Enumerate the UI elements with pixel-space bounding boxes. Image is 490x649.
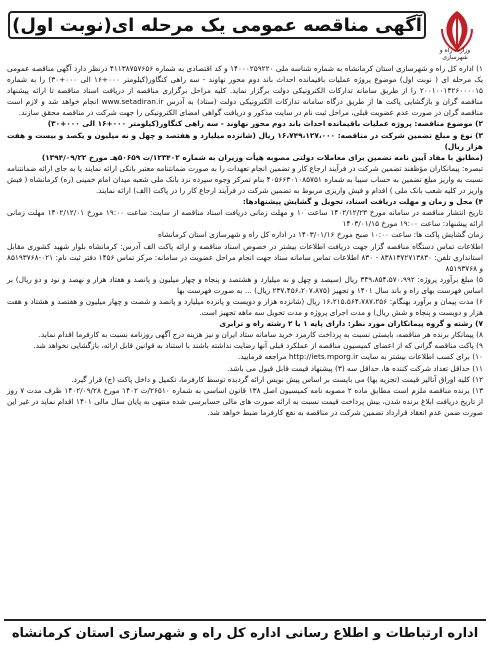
clause-3-regulation: (مطابق با مفاد آیین نامه تضمین برای معاملات دولتی مصوبه هیأت وزیران به شماره ۱۲۳۴۰۲/ت ۵۰۶۵۹هـ مورخ ۱۳۹۴/۰۹/۲۲) <box>41 152 483 162</box>
title-bar <box>8 11 426 39</box>
clause-8: ۸) پیمانکار برنده هر مناقصه، بایستی نسبت به پرداخت کارمزد خرید سامانه ستاد ایران و نیز هزینه درج آگهی روزنامه نسبت به کارفرما اقدام نماید. <box>38 330 483 340</box>
clause-6: ۶) مدت پیمان و برآورد بهنگام: ۱۶،۲۱۵،۵۶۴،۷۸۷،۲۵۶ ریال (شانزده هزار و دویست و پانزده میلیارد و پانصد و شصت و چهار میلیون و هفتصد و هشتاد و هفت هزار و دویست و پنجاه و شش ریال) و مدت اجرای پروژه و مدت تحویل سه ماهه تجهیز است. <box>7 296 483 318</box>
clause-3: ۳) نوع و مبلغ تضمین شرکت در مناقصه: ۱۶،۷۴۹،۱۲۷،۰۰۰ ریال (شانزده میلیارد و هفتصد و چهل و نه میلیون و یکصد و بیست و هفت هزار ریال) <box>7 130 483 151</box>
clause-2: ۲) موضوع مناقصه: پروژه عملیات باقیمانده احداث باند دوم محور نهاوند - سه راهی کنگاور(کیلومتر ۰۰۰+۱۶ الی ۰۰۰+۳۰) <box>47 119 483 129</box>
clause-3-note: تبصره: پیمانکاران مؤظفند تضمین شرکت در فرآیند ارجاع کار و تضمین انجام تعهدات را به صورت ضمانتنامه معتبر بانکی ارائه نمایند یا به جای ارائه ضمانتنامه نسبت به واریز مبلغ تضمین به حساب سیبا به شماره ۴۰۵۶۶۳۰۱۰۸۵۷۵۱ بنام تمرکز وجوه سپرده نزد بانک ملی شعبه میدان امام خمینی (ره) کرمانشاه ( فیش واریز در کلیه شعب بانک ملی ) اقدام و فیش واریزی مربوط به تضمین شرکت در فرآیند ارجاع کار را در پاکت (الف) ارائه نمایند. <box>7 163 483 196</box>
clause-10: ۱۰) برای کسب اطلاعات بیشتر به سایت http://iets.mporg.ir مراجعه فرمایید. <box>237 352 483 362</box>
footer-text: اداره ارتباطات و اطلاع رسانی اداره کل راه و شهرسازی استان کرمانشاه <box>11 625 479 641</box>
clause-5: ۵) مبلغ برآورد پروژه: ۳۴۹،۸۵۴،۵۷۰،۹۹۲ ریال (سیصد و چهل و نه میلیارد و هشتصد و پنجاه و چهار میلیون و پانصد و هفتاد هزار و نهصد و نود و دو ریال) بر اساس فهرست بهای راه و باند سال ۱۴۰۱ و تجهیز (۲۳۷،۴۵۶،۲۰۷،۸۷۵ ریال) ... به صورت فهرست بها <box>7 274 483 295</box>
header <box>4 3 486 63</box>
page-title: آگهی مناقصه عمومی یک مرحله ای(نوبت اول) <box>12 14 422 36</box>
clause-11: ۱۱) حداقل تعداد شرکت کننده ها، حداقل سه (۳) پیشنهاد قیمت قابل قبول می باشد. <box>226 363 483 373</box>
notice-body <box>4 63 486 418</box>
footer <box>4 619 486 645</box>
clause-4-heading: ۴) محل و زمان و مهلت دریافت اسناد، تحویل و گشایش پیشنهادها: <box>242 197 483 207</box>
clause-13: ۱۳) برنده مناقصه ملزم است مطابق ماده ۲ مصوبه نامه کمیسیون اصل ۱۳۸ قانون اساسی به شماره ۲۶۵۱۰/ت ۱۴۰۲ مورخ ۱۴۰۲/۰۹/۲۸ ظرف مدت ۷ روز از تاریخ دریافت ابلاغ برنده شدن، بیش پرداخت قیمت نسبت به ارائه صورت های مالی حسابرسی شده منتهی به پایان سال مالی ۱۴۰۱ اقدام نماید در غیر این صورت ضمن عدم انعقاد قرارداد تضمین شرکت در مناقصه به نفع کارفرما ضبط خواهد شد. <box>7 385 484 417</box>
clause-7: ۷) رشته و گروه پیمانکاران مورد نظر: دارای پایه ۱ یا ۲ رشته راه و ترابری <box>219 319 483 329</box>
clause-9: ۹) پاکت مناقصه گرانی که از اعضای کمیسیون مناقصه از عملکرد قبلی آنها رضایت نداشته باشند با استناد به قوانین قابل ارائه، بازگشایی نخواهد شد. <box>33 341 483 351</box>
clause-1: ۱) اداره کل راه و شهرسازی استان کرمانشاه به شماره شناسه ملی ۱۴۰۰۰۲۵۹۲۲۰ و کد اقتصادی به شماره ۴۱۱۳۸۷۵۷۶۵۶ درنظر دارد آگهی مناقصه عمومی یک مرحله ای ( نوبت اول) موضوع پروژه عملیات باقیمانده احداث باند دوم محور نهاوند - سه راهی کنگاور(کیلومتر ۰۰۰+۱۶ الی ۰۰۰+۳۰) را به شماره ۲۰۰۱۰۰۱۴۲۶۰۰۰۰۱۵ را از طریق سامانه تدارکات الکترونیکی دولت برگزار نماید. کلیه مراحل برگزاری مناقصه از دریافت اسناد مناقصه تا ارائه پیشنهاد مناقصه گران و بازگشایی پاکت ها از طریق درگاه سامانه تدارکات الکترونیکی دولت (ستاد) به آدرس www.setadiran.ir انجام خواهد شد و لازم است مناقصه گران در صورت عدم عضویت قبلی، مراحل ثبت نام در سایت مذکور و دریافت گواهی امضای الکترونیکی را جهت شرکت در مناقصه محقق سازند. <box>7 64 484 118</box>
clause-12: ۱۲) کلیه اوراق آنالیز قیمت (تجزیه بها) می بایست بر اساس پیش نویس ارائه گردیده توسط کارفرما، تکمیل و داخل پاکت (ج) قرار گیرد. <box>71 374 483 384</box>
clause-4-dates: تاریخ انتشار مناقصه در سامانه مورخ ۱۴۰۲/۱۲/۲۳ ساعت ۱۰ و مهلت زمانی دریافت اسناد مناقصه از سایت: ساعت ۱۹:۰۰ مورخ ۱۴۰۲/۱۲/۰۱ مهلت زمانی ارائه پیشنهاد: ساعت ۱۹:۰۰ مورخ ۱۴۰۳/۰۱/۱۵ <box>7 208 484 229</box>
clause-4-opening: زمان گشایش پاکت ها: ساعت ۱۰:۰۰ صبح مورخ ۱۴۰۳/۰۱/۱۶ در اداره کل راه و شهرسازی استان کرمانشاه <box>157 230 483 240</box>
org-caption: وزارت راه و شهرسازی <box>439 47 471 61</box>
clause-4-contact: اطلاعات تماس دستگاه مناقصه گزار جهت دریافت اطلاعات بیشتر در خصوص اسناد مناقصه و ارائه پاکت الف آدرس: کرمانشاه بلوار شهید کشوری مقابل استانداری تلفن: ۸۳۸۱۳۷۲۷۱۳۸۳۰ - ۸۳۰ اطلاعات تماس سامانه ستاد جهت انجام مراحل عضویت در سامانه: مرکز تماس ۱۴۵۶ دفتر ثبت نام: ۰۲۱-۸۵۱۹۳۷۶۸ و ۸۵۱۹۳۷۶۸ <box>7 241 483 273</box>
